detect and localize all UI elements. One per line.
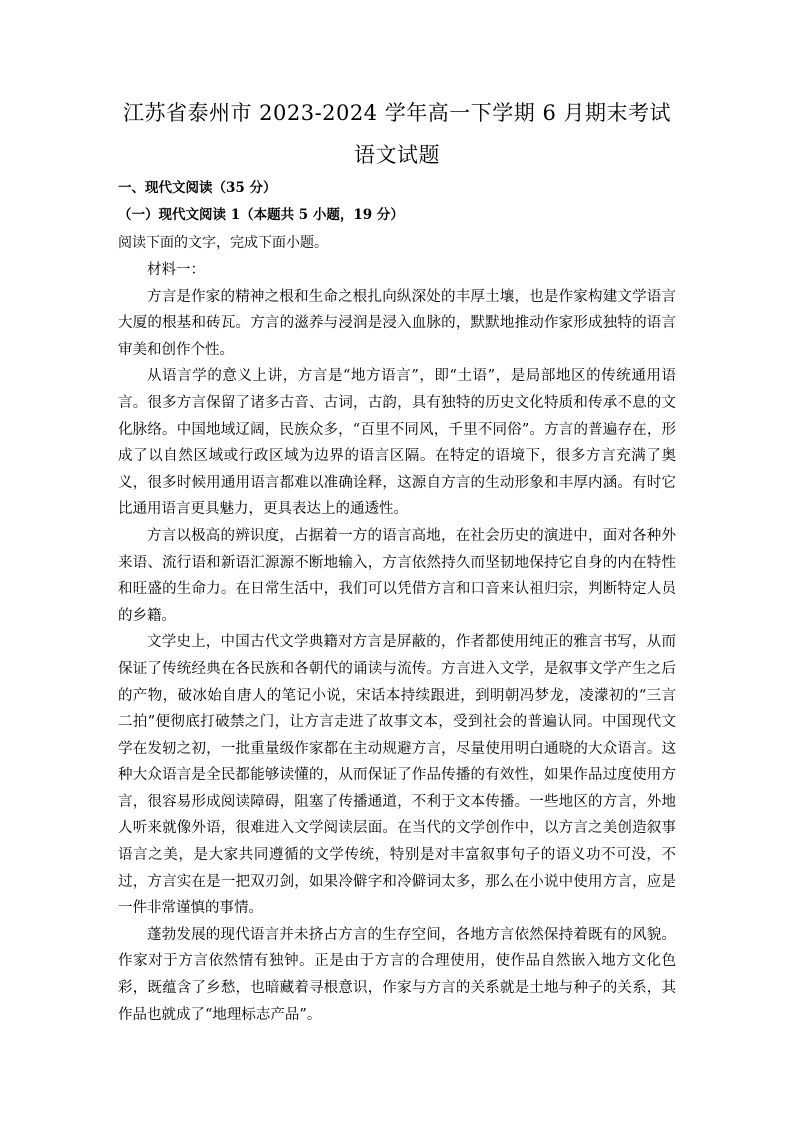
passage-paragraph: 方言是作家的精神之根和生命之根扎向纵深处的丰厚土壤，也是作家构建文学语言大厦的根基和砖瓦。方言的滋养与浸润是浸入血脉的，默默地推动作家形成独特的语言审美和创作个性。: [118, 288, 676, 358]
exam-subtitle: 语文试题: [354, 143, 440, 167]
passage-paragraph: 文学史上，中国古代文学典籍对方言是屏蔽的，作者都使用纯正的雅言书写，从而保证了传统经典在各民族和各朝代的诵读与流传。方言进入文学，是叙事文学产生之后的产物，破冰始自唐人的笔记小说，宋话本持续跟进，到明朝冯梦龙，凌濛初的“三言二拍”便彻底打破禁之门，让方言走进了故事文本，受到社会的普遍认同。中国现代文学在发轫之初，一批重量级作家都在主动规避方言，尽量使用明白通晓的大众语言。这种大众语言是全民都能够读懂的，从而保证了作品传播的有效性，如果作品过度使用方言，很容易形成阅读障碍，阻塞了传播通道，不利于文本传播。一些地区的方言，外地人听来就像外语，很难进入文学阅读层面。在当代的文学创作中，以方言之美创造叙事语言之美，是大家共同遵循的文学传统，特别是对丰富叙事句子的语义功不可没，不过，方言实在是一把双刃剑，如果冷僻字和冷僻词太多，那么在小说中使用方言，应是一件非常谨慎的事情。: [118, 634, 676, 917]
passage-paragraph: 从语言学的意义上讲，方言是“地方语言”，即“土语”，是局部地区的传统通用语言。很多方言保留了诸多古音、古词，古韵，具有独特的历史文化特质和传承不息的文化脉络。中国地域辽阔，民族众多，“百里不同风，千里不同俗”。方言的普遍存在，形成了以自然区域或行政区域为边界的语言区隔。在特定的语境下，很多方言充满了奥义，很多时候用通用语言都难以准确诠释，这源自方言的生动形象和丰厚内涵。有时它比通用语言更具魅力，更具表达上的通透性。: [118, 368, 676, 518]
instruction-text: 阅读下面的文字，完成下面小题。: [118, 235, 328, 251]
passage-paragraph: 蓬勃发展的现代语言并未挤占方言的生存空间，各地方言依然保持着既有的风貌。作家对于方言依然情有独钟。正是由于方言的合理使用，使作品自然嵌入地方文化色彩，既蕴含了乡愁，也暗藏着寻根意识，作家与方言的关系就是土地与种子的关系，其作品也就成了“地理标志产品”。: [118, 926, 676, 1023]
passage-body: [118, 257, 676, 1028]
subsection-heading-reading-1: （一）现代文阅读 1（本题共 5 小题，19 分）: [118, 207, 404, 223]
passage-paragraph: 方言以极高的辨识度，占据着一方的语言高地，在社会历史的演进中，面对各种外来语、流行语和新语汇源源不断地输入，方言依然持久而坚韧地保持它自身的内在特性和旺盛的生命力。在日常生活中，我们可以凭借方言和口音来认祖归宗，判断特定人员的乡籍。: [118, 527, 676, 624]
material-label: 材料一：: [147, 262, 205, 278]
section-heading-reading: 一、现代文阅读（35 分）: [118, 180, 277, 196]
exam-title: 江苏省泰州市 2023-2024 学年高一下学期 6 月期末考试: [122, 101, 672, 125]
